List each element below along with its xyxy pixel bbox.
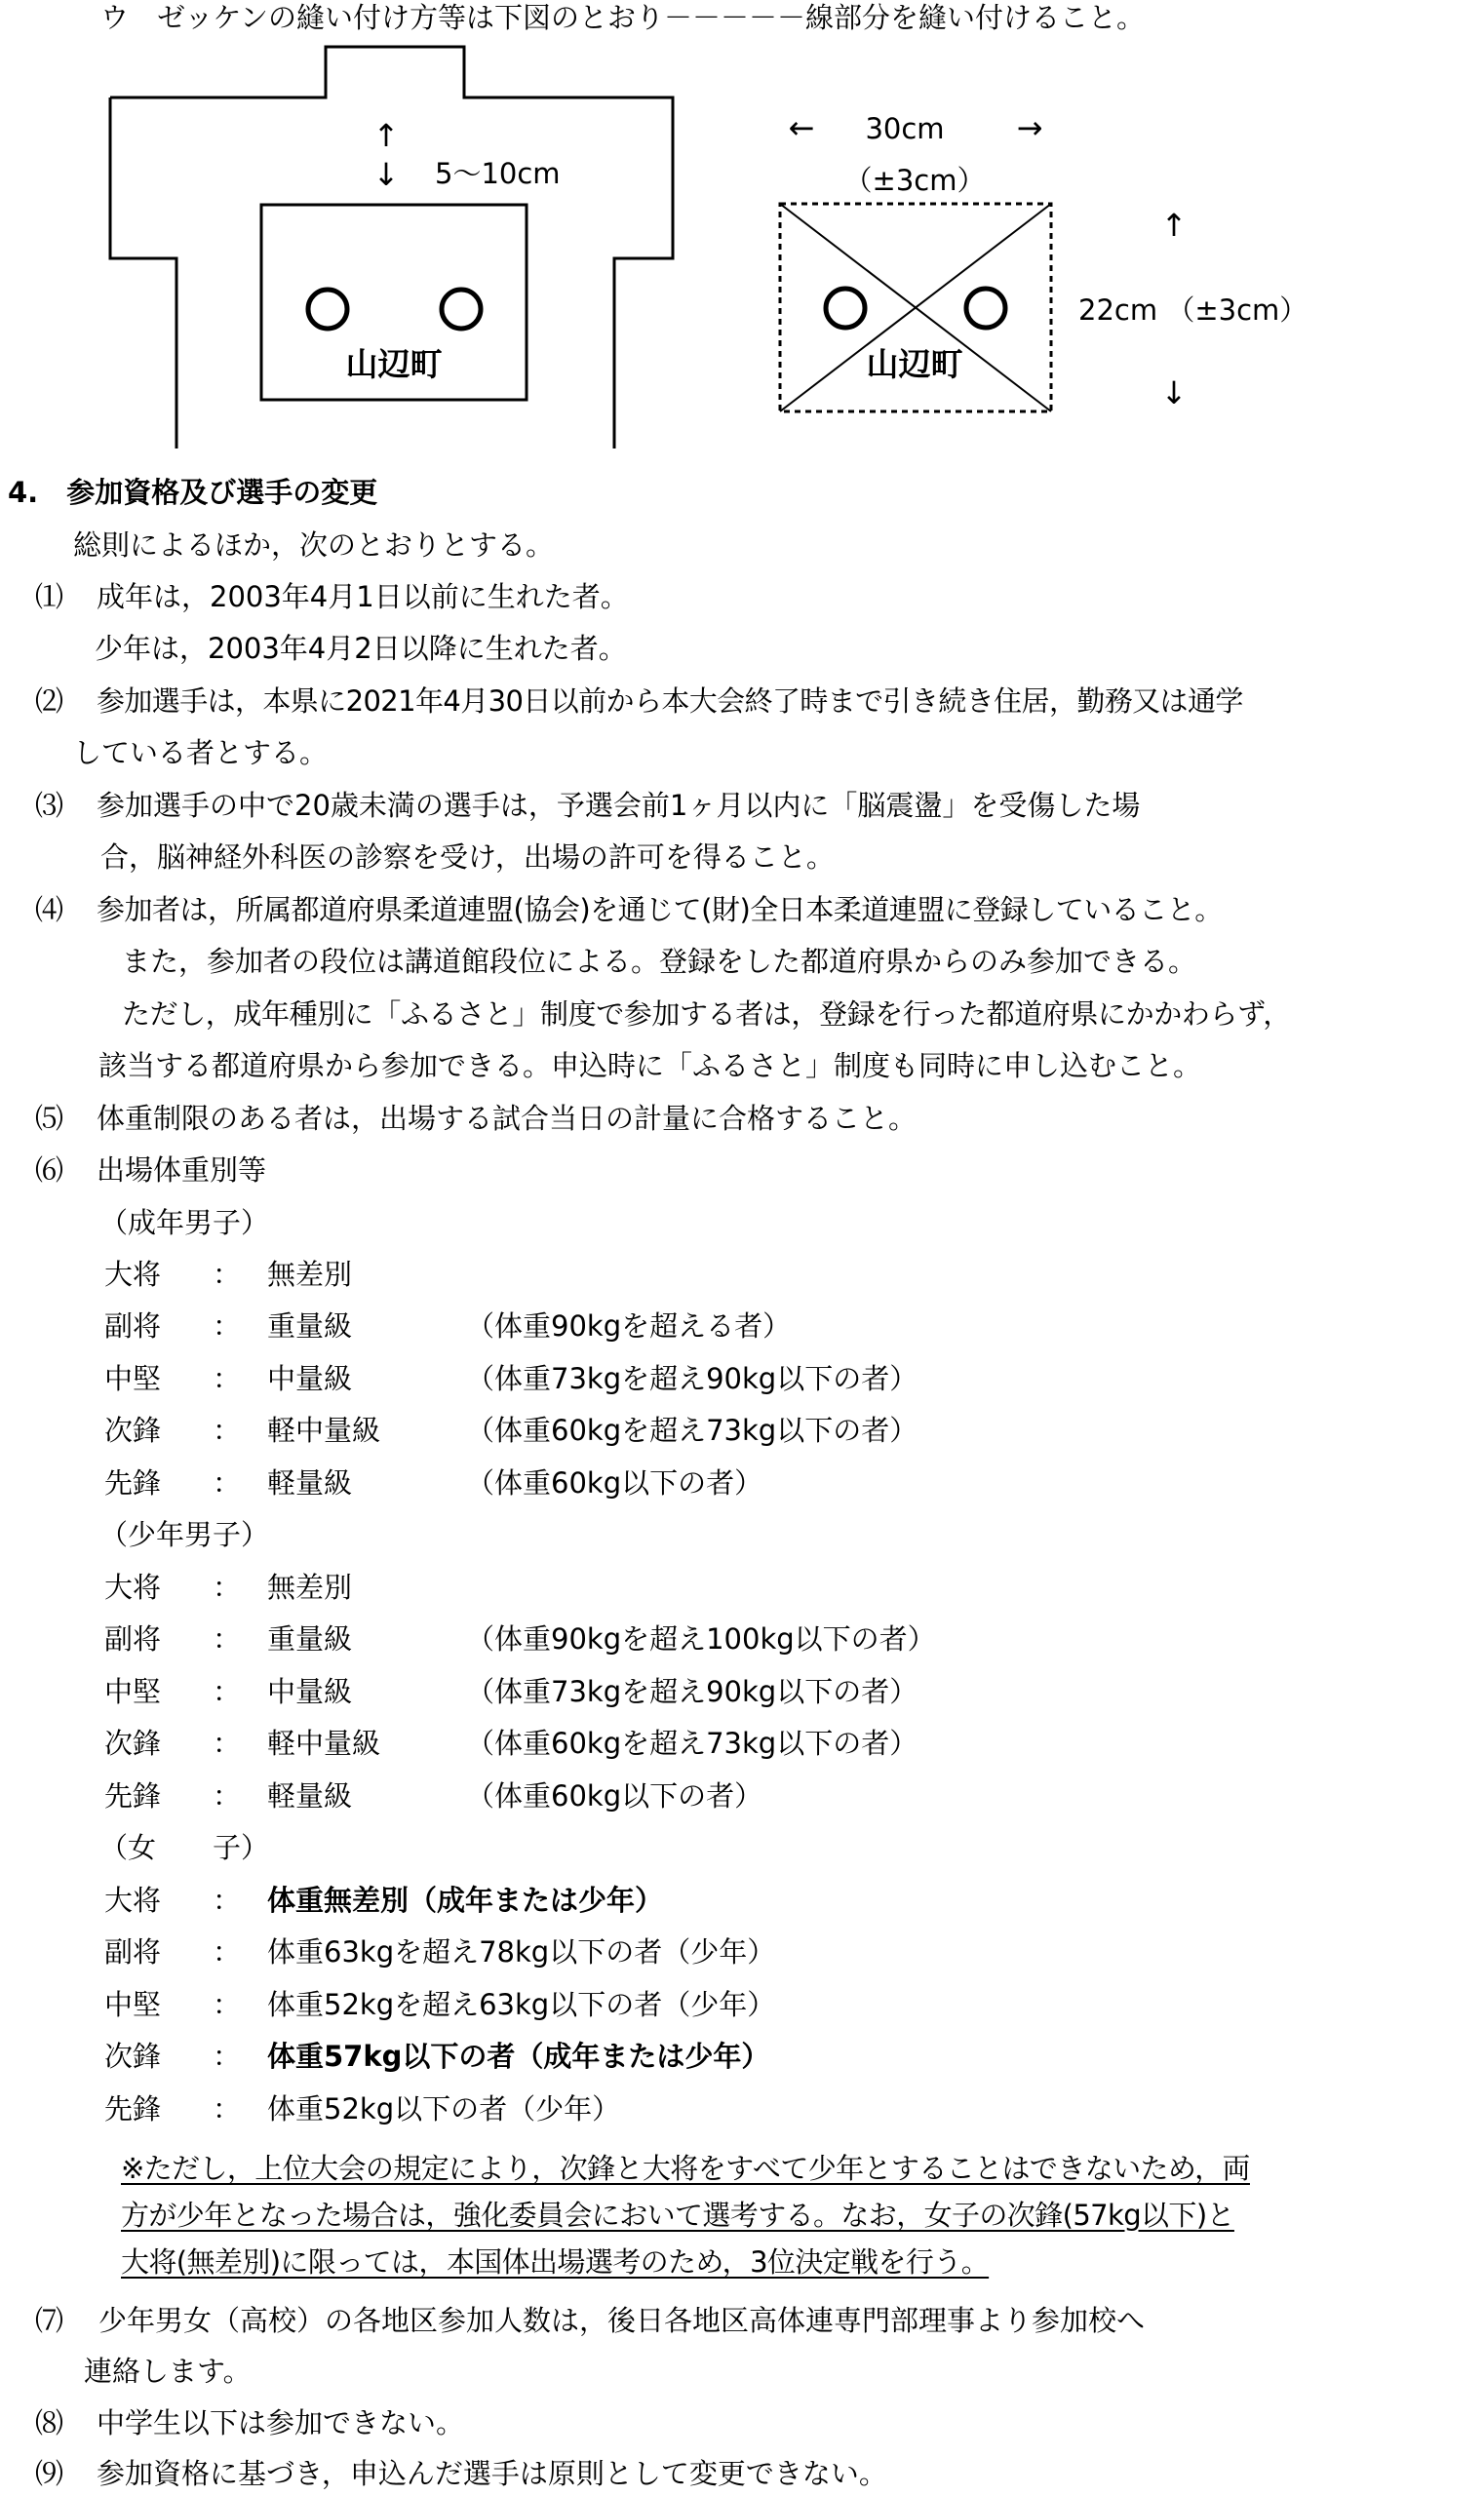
position: 副将 <box>104 1935 162 1969</box>
weight-description: 体重52kgを超え63kg以下の者（少年） <box>267 1988 776 2021</box>
weight-description: 体重63kgを超え78kg以下の者（少年） <box>267 1935 776 1969</box>
position: 先鋒 <box>104 1779 162 1813</box>
note-line1: ※ただし，上位大会の規定により，次鋒と大将をすべて少年とすることはできないため，両 <box>121 2152 1250 2185</box>
detail-town-name: 山辺町 <box>866 345 963 383</box>
item8-line1: 中学生以下は参加できない。 <box>97 2406 465 2439</box>
separator: ： <box>213 2040 242 2073</box>
item1-line2: 少年は，2003年4月2日以降に生れた者。 <box>95 632 627 665</box>
item5-number: ⑸ <box>35 1102 64 1135</box>
weight-note: （体重60kgを超え73kg以下の者） <box>466 1414 918 1447</box>
note-line2: 方が少年となった場合は，強化委員会において選考する。なお，女子の次鋒(57kg以下)と <box>121 2199 1234 2232</box>
shonen-label: （少年男子） <box>99 1518 270 1551</box>
separator: ： <box>213 2092 242 2126</box>
weight-description: 体重無差別（成年または少年） <box>267 1884 664 1917</box>
weight-note: （体重60kg以下の者） <box>466 1466 763 1500</box>
item4-line2: また，参加者の段位は講道館段位による。登録をした都道府県からのみ参加できる。 <box>122 945 1197 978</box>
weight-class: 軽中量級 <box>267 1414 381 1447</box>
section-lead: 総則によるほか，次のとおりとする。 <box>73 528 555 562</box>
intro-line: ウ ゼッケンの縫い付け方等は下図のとおり－－－－－線部分を縫い付けること。 <box>100 1 1145 34</box>
weight-class: 中量級 <box>267 1362 353 1395</box>
seinen-label: （成年男子） <box>99 1206 270 1239</box>
separator: ： <box>213 1571 242 1604</box>
jersey-outline <box>110 47 673 448</box>
weight-class: 軽量級 <box>267 1779 353 1813</box>
separator: ： <box>213 1466 242 1500</box>
width-tolerance: （±3cm） <box>843 164 986 197</box>
item9-line1: 参加資格に基づき，申込んだ選手は原則として変更できない。 <box>97 2457 887 2490</box>
item4-line4: 該当する都道府県から参加できる。申込時に「ふるさと」制度も同時に申し込むこと。 <box>98 1049 1202 1082</box>
item4-number: ⑷ <box>35 893 64 926</box>
joshi-label: （女 子） <box>99 1831 270 1864</box>
weight-class: 軽量級 <box>267 1466 353 1500</box>
bib-town-name: 山辺町 <box>345 345 443 383</box>
position: 副将 <box>104 1622 162 1656</box>
item1-line1: 成年は，2003年4月1日以前に生れた者。 <box>97 580 629 613</box>
item6-number: ⑹ <box>35 1153 64 1187</box>
separator: ： <box>213 1884 242 1917</box>
height-label: 22cm （±3cm） <box>1078 293 1308 327</box>
sewing-diagram <box>0 0 1484 448</box>
width-label: 30cm <box>865 112 945 145</box>
item2-number: ⑵ <box>35 684 64 718</box>
arrow-left: ← <box>788 109 815 146</box>
note-line3: 大将(無差別)に限っては，本国体出場選考のため，3位決定戦を行う。 <box>121 2245 990 2279</box>
distance-label: 5～10cm <box>435 157 561 190</box>
position: 中堅 <box>104 1988 162 2021</box>
section-heading: 4. 参加資格及び選手の変更 <box>8 476 378 509</box>
separator: ： <box>213 1362 242 1395</box>
position: 中堅 <box>104 1362 162 1395</box>
weight-class: 中量級 <box>267 1675 353 1708</box>
item4-line3: ただし，成年種別に「ふるさと」制度で参加する者は，登録を行った都道府県にかかわらず， <box>122 997 1291 1031</box>
separator: ： <box>213 1988 242 2021</box>
detail-hole-right <box>966 289 1005 328</box>
separator: ： <box>213 1309 242 1343</box>
item6-title: 出場体重別等 <box>97 1153 267 1187</box>
weight-class: 無差別 <box>267 1258 353 1291</box>
weight-description: 体重57kg以下の者（成年または少年） <box>267 2040 770 2073</box>
separator: ： <box>213 1675 242 1708</box>
arrow-down-left: ↓ <box>372 156 400 193</box>
item7-line1: 少年男女（高校）の各地区参加人数は，後日各地区高体連専門部理事より参加校へ <box>98 2304 1146 2337</box>
arrow-up-left: ↑ <box>372 117 400 154</box>
item1-number: ⑴ <box>35 580 64 613</box>
item2-line1: 参加選手は，本県に2021年4月30日以前から本大会終了時まで引き続き住居，勤務又は通学 <box>97 684 1243 718</box>
detail-hole-left <box>826 289 865 328</box>
item3-line2: 合，脳神経外科医の診察を受け，出場の許可を得ること。 <box>100 840 835 874</box>
position: 先鋒 <box>104 2092 162 2126</box>
weight-note: （体重60kgを超え73kg以下の者） <box>466 1727 918 1760</box>
weight-note: （体重90kgを超える者） <box>466 1309 792 1343</box>
weight-class: 重量級 <box>267 1309 353 1343</box>
weight-note: （体重73kgを超え90kg以下の者） <box>466 1675 918 1708</box>
position: 次鋒 <box>104 1727 162 1760</box>
arrow-down-right: ↓ <box>1160 374 1188 411</box>
weight-class: 重量級 <box>267 1622 353 1656</box>
position: 大将 <box>104 1258 162 1291</box>
item4-line1: 参加者は，所属都道府県柔道連盟(協会)を通じて(財)全日本柔道連盟に登録していること。 <box>97 893 1223 926</box>
item3-line1: 参加選手の中で20歳未満の選手は，予選会前1ヶ月以内に「脳震盪」を受傷した場 <box>97 789 1141 822</box>
weight-class: 軽中量級 <box>267 1727 381 1760</box>
separator: ： <box>213 1779 242 1813</box>
position: 次鋒 <box>104 2040 162 2073</box>
item7-line2: 連絡します。 <box>84 2355 252 2388</box>
bib-hole-right <box>442 290 481 329</box>
item7-number: ⑺ <box>35 2304 64 2337</box>
separator: ： <box>213 1727 242 1760</box>
position: 大将 <box>104 1571 162 1604</box>
arrow-right: → <box>1016 109 1043 146</box>
separator: ： <box>213 1414 242 1447</box>
weight-note: （体重73kgを超え90kg以下の者） <box>466 1362 918 1395</box>
position: 次鋒 <box>104 1414 162 1447</box>
item3-number: ⑶ <box>35 789 64 822</box>
position: 先鋒 <box>104 1466 162 1500</box>
separator: ： <box>213 1622 242 1656</box>
arrow-up-right: ↑ <box>1160 207 1188 244</box>
weight-description: 体重52kg以下の者（少年） <box>267 2092 621 2126</box>
position: 中堅 <box>104 1675 162 1708</box>
item5-line1: 体重制限のある者は，出場する試合当日の計量に合格すること。 <box>97 1102 918 1135</box>
separator: ： <box>213 1935 242 1969</box>
position: 大将 <box>104 1884 162 1917</box>
item2-line2: している者とする。 <box>73 736 329 769</box>
separator: ： <box>213 1258 242 1291</box>
weight-class: 無差別 <box>267 1571 353 1604</box>
weight-note: （体重60kg以下の者） <box>466 1779 763 1813</box>
weight-note: （体重90kgを超え100kg以下の者） <box>466 1622 936 1656</box>
position: 副将 <box>104 1309 162 1343</box>
item9-number: ⑼ <box>35 2457 64 2490</box>
item8-number: ⑻ <box>35 2406 64 2439</box>
bib-hole-left <box>308 290 347 329</box>
